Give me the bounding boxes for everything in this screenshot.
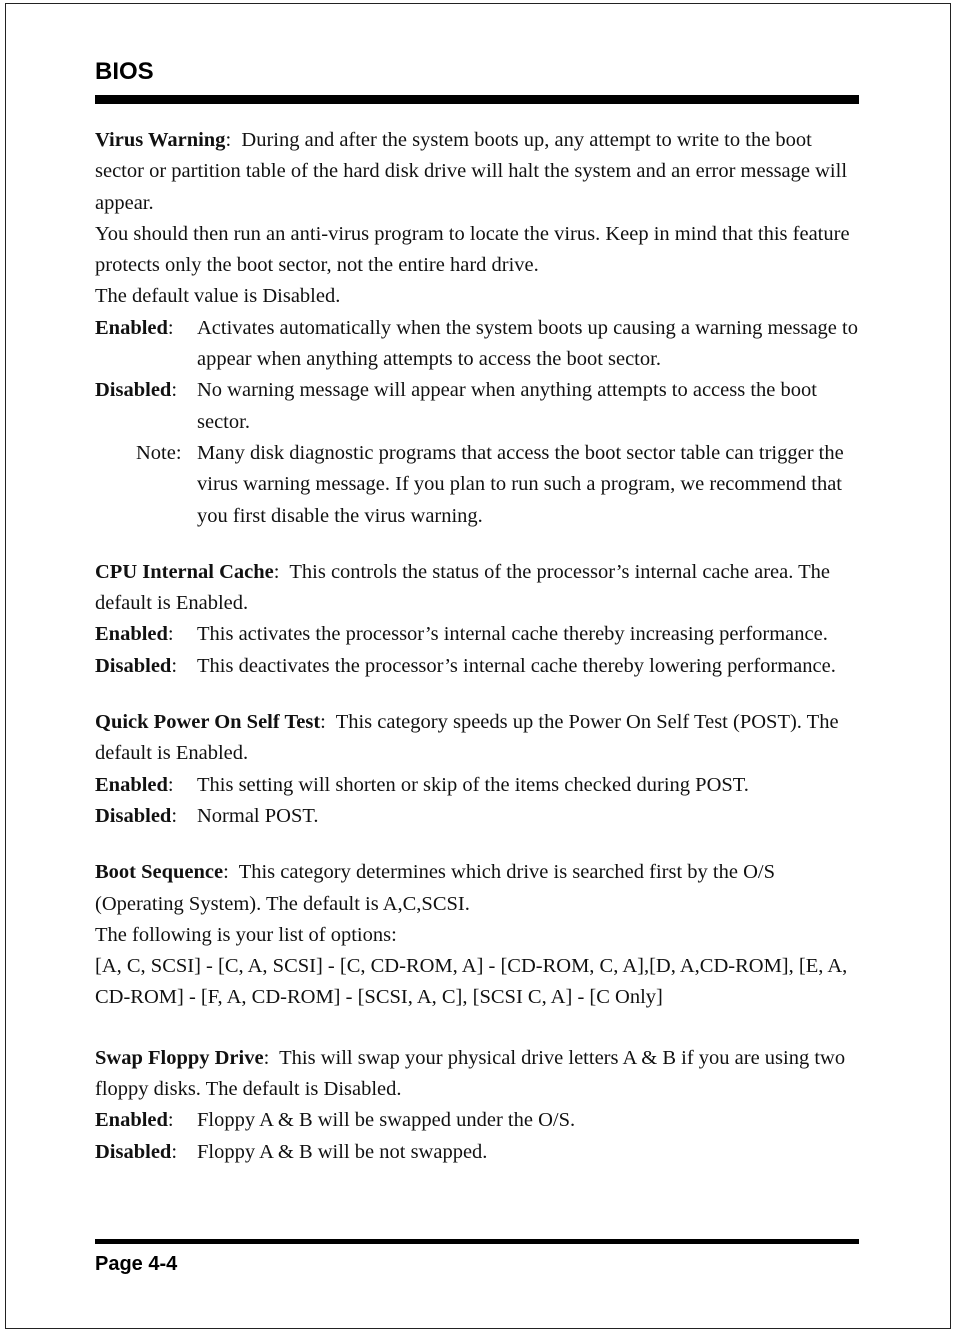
- cpu-cache-disabled-option: Disabled: This deactivates the processor’s internal cache thereby lowering performance.: [95, 654, 836, 677]
- option-description: Floppy A & B will be swapped under the O/S.: [197, 1109, 576, 1132]
- page-number: Page 4-4: [95, 1253, 178, 1275]
- virus-warning-intro: Virus Warning: During and after the system boots up, any attempt to write to the boot sector or partition table of the hard disk drive will halt the system and an error message will appear.: [95, 129, 848, 214]
- option-description: This deactivates the processor’s internal cache thereby lowering performance.: [197, 654, 836, 677]
- note-text: Many disk diagnostic programs that access the boot sector table can trigger the virus warning message. If you plan to run such a program, we recommend that you first disable the virus warning.: [197, 441, 844, 527]
- page-header-title: BIOS: [95, 58, 154, 85]
- swap-floppy-title: Swap Floppy Drive: [95, 1046, 264, 1069]
- section-virus-warning: [95, 125, 865, 532]
- cpu-cache-title: CPU Internal Cache: [95, 560, 274, 583]
- option-description: Floppy A & B will be not swapped.: [197, 1140, 488, 1163]
- quick-post-intro: Quick Power On Self Test: This category speeds up the Power On Self Test (POST). The default is Enabled.: [95, 711, 839, 765]
- virus-warning-enabled-option: Enabled: Activates automatically when the system boots up causing a warning message to appear when anything attempts to access the boot sector.: [95, 316, 858, 371]
- virus-warning-default: The default value is Disabled.: [95, 285, 341, 308]
- footer-rule: [95, 1239, 859, 1244]
- quick-post-title: Quick Power On Self Test: [95, 711, 321, 734]
- swap-floppy-enabled-option: Enabled: Floppy A & B will be swapped under the O/S.: [95, 1109, 576, 1132]
- option-description: Normal POST.: [197, 804, 319, 827]
- swap-floppy-intro: Swap Floppy Drive: This will swap your physical drive letters A & B if you are using two floppy disks. The default is Disabled.: [95, 1046, 846, 1101]
- section-swap-floppy-drive: [95, 1043, 865, 1168]
- virus-warning-title: Virus Warning: [95, 129, 226, 151]
- option-label-enabled: Enabled: [95, 623, 168, 646]
- option-label-enabled: Enabled: [95, 773, 168, 796]
- header-rule: [95, 95, 859, 104]
- option-description: This activates the processor’s internal cache thereby increasing performance.: [197, 623, 828, 646]
- boot-sequence-title: Boot Sequence: [95, 861, 224, 884]
- boot-sequence-options-list: [A, C, SCSI] - [C, A, SCSI] - [C, CD-ROM, A] - [CD-ROM, C, A],[D, A,CD-ROM], [E, A, CD-ROM] - [F, A, CD-ROM] - [SCSI, A, C], [SCSI C, A] - [C Only]: [95, 955, 848, 1009]
- boot-sequence-options-intro: The following is your list of options:: [95, 923, 397, 946]
- virus-warning-note: [95, 438, 865, 532]
- quick-post-disabled-option: Disabled: Normal POST.: [95, 804, 319, 827]
- section-boot-sequence: [95, 857, 865, 1013]
- section-cpu-internal-cache: [95, 557, 865, 682]
- option-label-disabled: Disabled: [95, 804, 172, 827]
- option-label-enabled: Enabled: [95, 1109, 168, 1132]
- manual-content: [95, 125, 865, 1168]
- cpu-cache-intro: CPU Internal Cache: This controls the status of the processor’s internal cache area. The default is Enabled.: [95, 560, 830, 615]
- quick-post-enabled-option: Enabled: This setting will shorten or skip of the items checked during POST.: [95, 773, 749, 796]
- cpu-cache-enabled-option: Enabled: This activates the processor’s internal cache thereby increasing performance.: [95, 623, 828, 646]
- option-description: This setting will shorten or skip of the items checked during POST.: [197, 773, 749, 796]
- note-label: Note:: [136, 441, 182, 464]
- option-description: No warning message will appear when anything attempts to access the boot sector.: [197, 379, 817, 433]
- boot-sequence-intro: Boot Sequence: This category determines which drive is searched first by the O/S (Operating System). The default is A,C,SCSI.: [95, 861, 775, 915]
- option-description: Activates automatically when the system boots up causing a warning message to appear when anything attempts to access the boot sector.: [197, 316, 858, 371]
- option-label-disabled: Disabled: [95, 654, 172, 677]
- virus-warning-para2: You should then run an anti-virus program to locate the virus. Keep in mind that this feature protects only the boot sector, not the entire hard drive.: [95, 222, 850, 277]
- option-label-disabled: Disabled: [95, 379, 172, 402]
- section-quick-post: [95, 707, 865, 832]
- option-label-disabled: Disabled: [95, 1140, 172, 1163]
- virus-warning-disabled-option: Disabled: No warning message will appear when anything attempts to access the boot sector.: [95, 379, 817, 433]
- option-label-enabled: Enabled: [95, 316, 168, 339]
- swap-floppy-disabled-option: Disabled: Floppy A & B will be not swapped.: [95, 1140, 488, 1163]
